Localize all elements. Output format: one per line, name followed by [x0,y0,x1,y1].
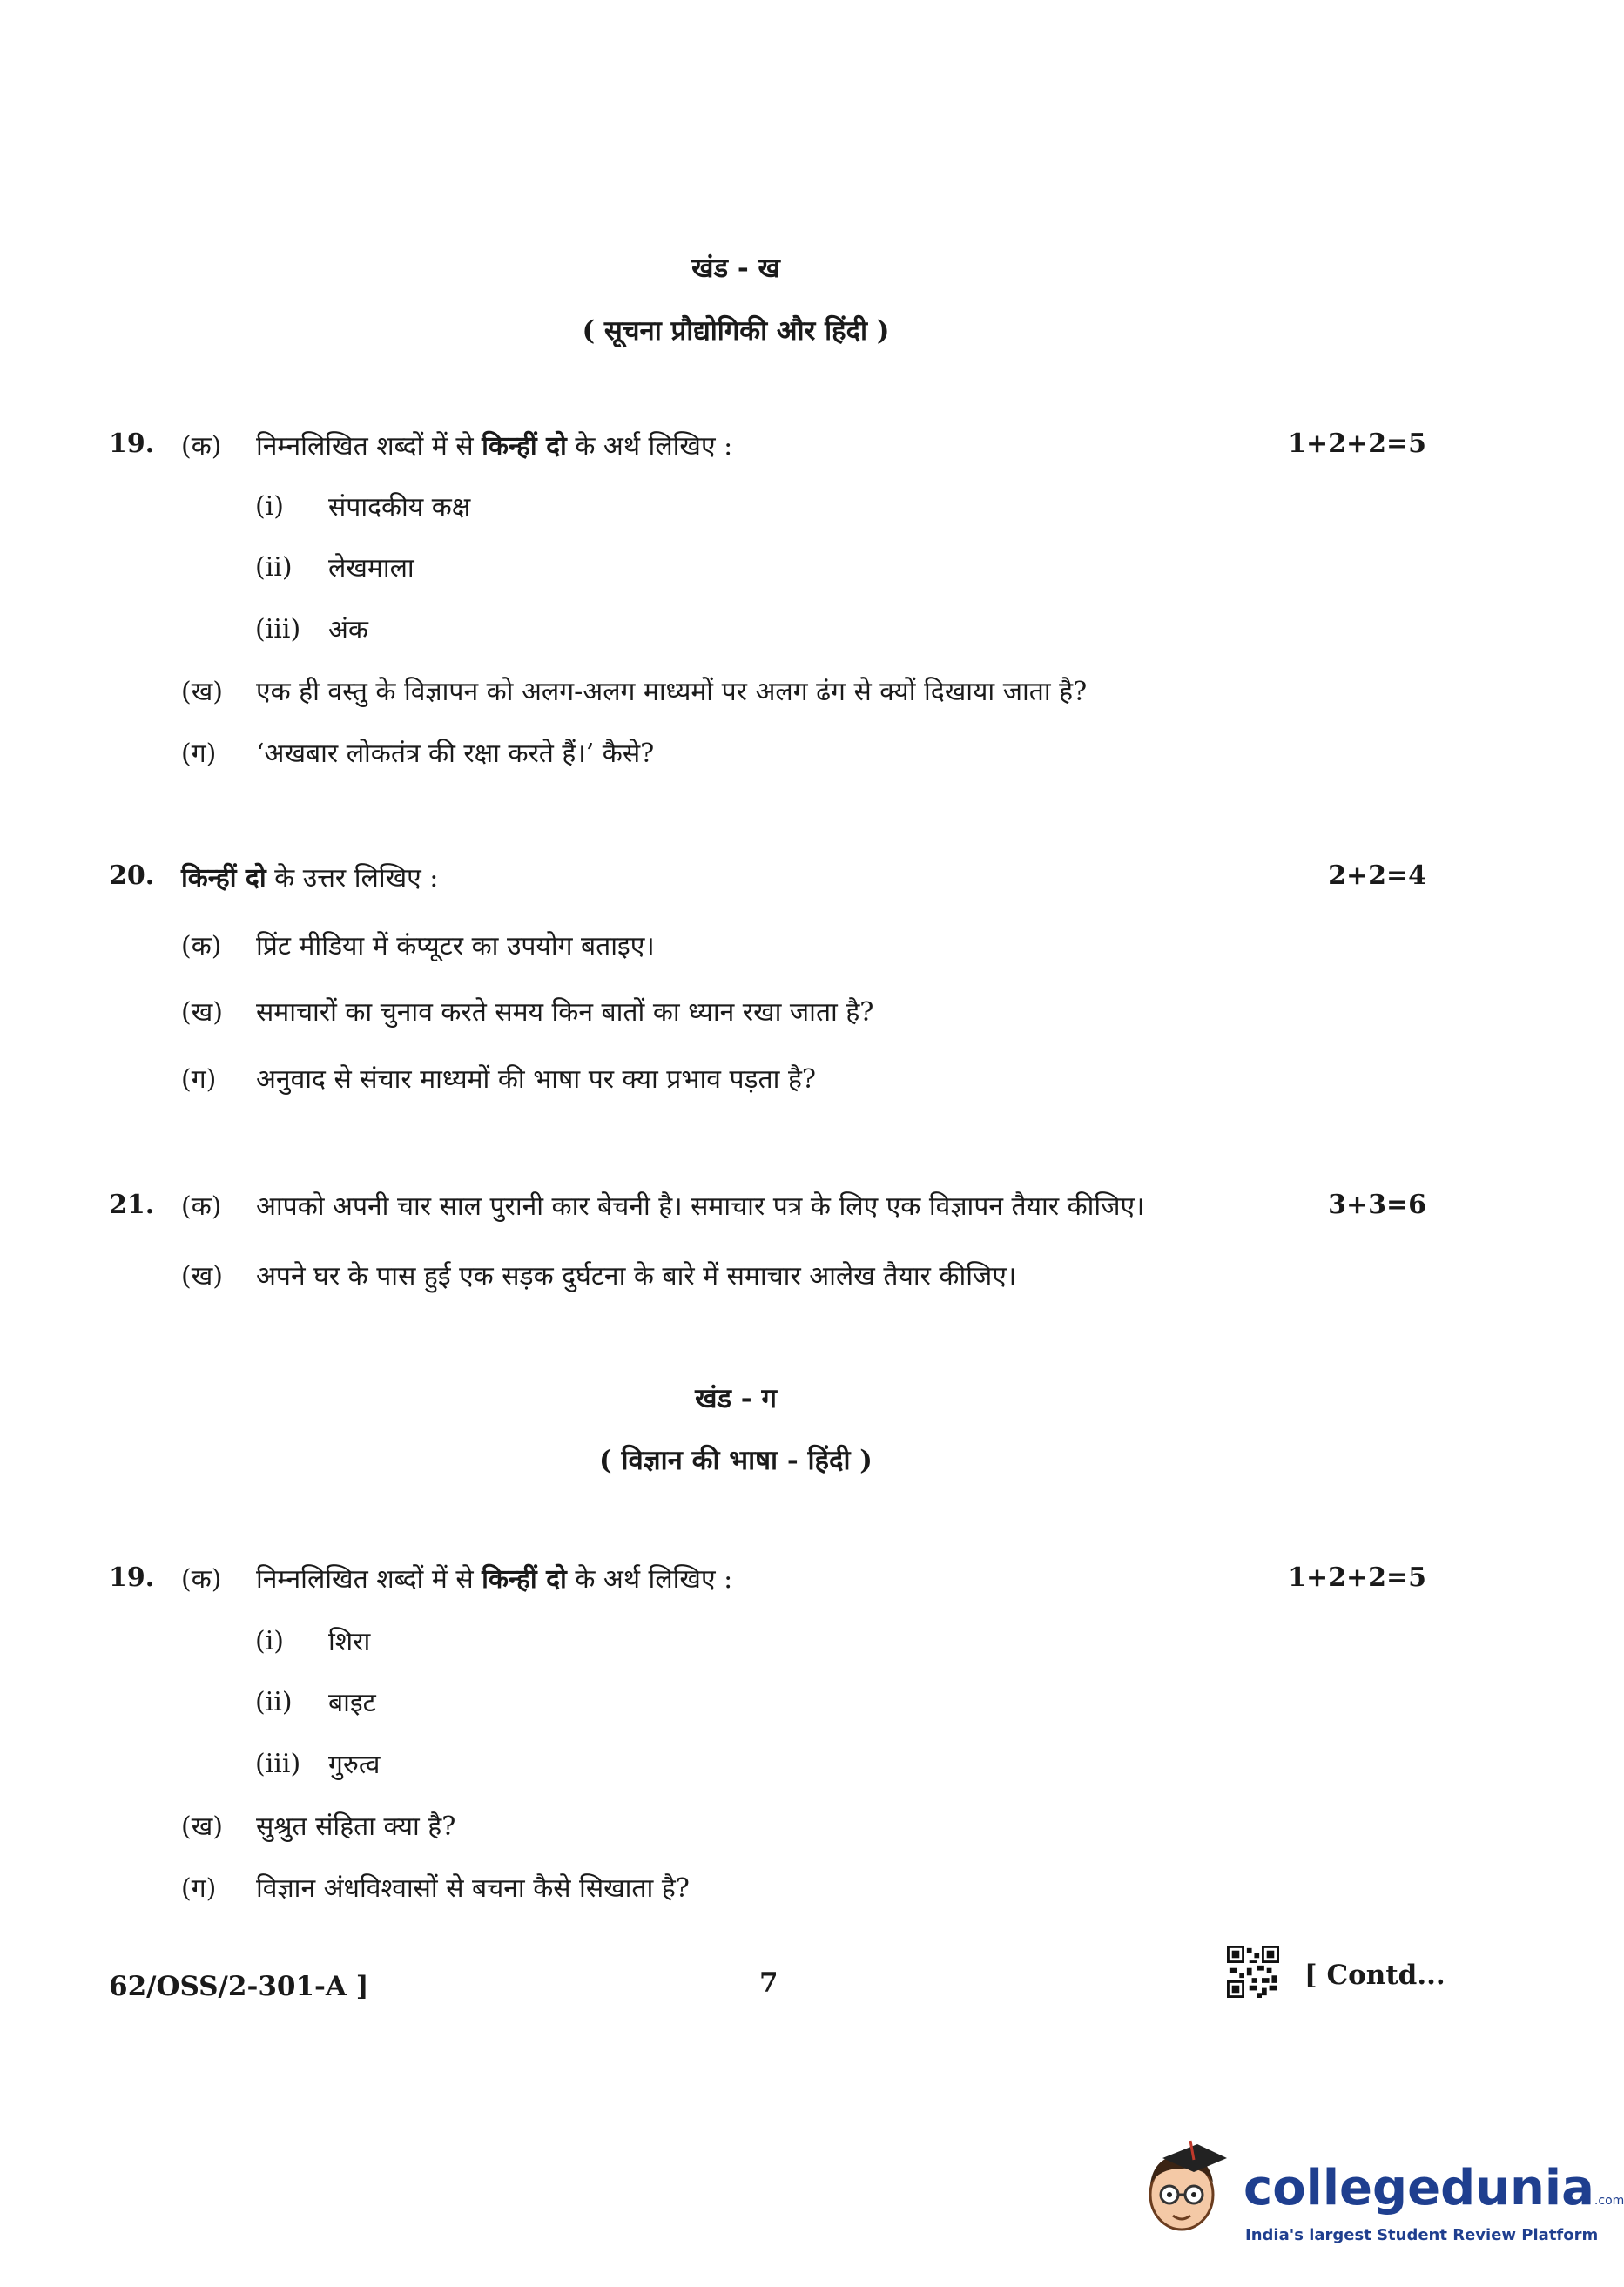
part-label: (ख) [181,1811,223,1842]
item-label: (iii) [255,614,301,644]
continued-label: [ Contd... [1304,1960,1445,1991]
part-label: (क) [181,931,222,961]
section-c-subtitle: ( विज्ञान की भाषा - हिंदी ) [599,1445,873,1476]
question-text: ‘अखबार लोकतंत्र की रक्षा करते हैं।’ कैसे? [256,739,655,769]
marks: 1+2+2=5 [1288,1562,1426,1593]
part-label: (क) [181,431,222,462]
question-text: अनुवाद से संचार माध्यमों की भाषा पर क्या प्रभाव पड़ता है? [256,1064,816,1095]
part-label: (ग) [181,739,217,769]
question-number: 19. [109,1562,155,1593]
item-text: बाइट [328,1688,376,1718]
question-number: 20. [109,860,155,891]
question-text: सुश्रुत संहिता क्या है? [256,1811,456,1842]
question-text: आपको अपनी चार साल पुरानी कार बेचनी है। समाचार पत्र के लिए एक विज्ञापन तैयार कीजिए। [256,1191,1145,1222]
part-label: (क) [181,1564,222,1595]
item-text: लेखमाला [328,553,414,584]
marks: 2+2=4 [1328,860,1426,891]
mascot-logo-icon [1136,2132,1232,2245]
paper-code: 62/OSS/2-301-A ] [109,1971,369,2002]
question-text: निम्नलिखित शब्दों में से किन्हीं दो के अर्थ लिखिए : [256,1564,733,1595]
qr-code-icon [1227,1946,1279,1998]
question-text: समाचारों का चुनाव करते समय किन बातों का ध्यान रखा जाता है? [256,997,874,1028]
part-label: (ख) [181,997,223,1028]
question-text: विज्ञान अंधविश्वासों से बचना कैसे सिखाता है? [256,1873,690,1904]
marks: 3+3=6 [1328,1190,1426,1220]
part-label: (ग) [181,1064,217,1095]
section-b-title: खंड - ख [691,253,780,284]
item-text: शिरा [328,1627,371,1657]
question-number: 19. [109,428,155,459]
item-text: अंक [328,615,368,645]
question-text: किन्हीं दो के उत्तर लिखिए : [181,863,439,894]
part-label: (ग) [181,1873,217,1904]
item-label: (ii) [255,552,293,583]
part-label: (क) [181,1191,222,1222]
section-b-subtitle: ( सूचना प्रौद्योगिकी और हिंदी ) [582,315,890,347]
brand-tagline: India's largest Student Review Platform [1245,2226,1599,2244]
item-label: (i) [255,491,285,522]
item-label: (iii) [255,1749,301,1779]
section-c-title: खंड - ग [695,1383,777,1414]
item-label: (i) [255,1626,285,1656]
question-number: 21. [109,1190,155,1220]
item-text: गुरुत्व [328,1750,381,1780]
marks: 1+2+2=5 [1288,428,1426,459]
brand-name: collegedunia.com [1243,2160,1624,2216]
question-text: अपने घर के पास हुई एक सड़क दुर्घटना के बारे में समाचार आलेख तैयार कीजिए। [256,1261,1017,1292]
question-text: निम्नलिखित शब्दों में से किन्हीं दो के अर्थ लिखिए : [256,431,733,462]
question-text: प्रिंट मीडिया में कंप्यूटर का उपयोग बताइए। [256,931,655,961]
item-text: संपादकीय कक्ष [328,492,471,523]
part-label: (ख) [181,1261,223,1292]
part-label: (ख) [181,677,223,707]
question-text: एक ही वस्तु के विज्ञापन को अलग-अलग माध्यमों पर अलग ढंग से क्यों दिखाया जाता है? [256,677,1088,707]
item-label: (ii) [255,1687,293,1717]
page-number: 7 [759,1967,778,1999]
